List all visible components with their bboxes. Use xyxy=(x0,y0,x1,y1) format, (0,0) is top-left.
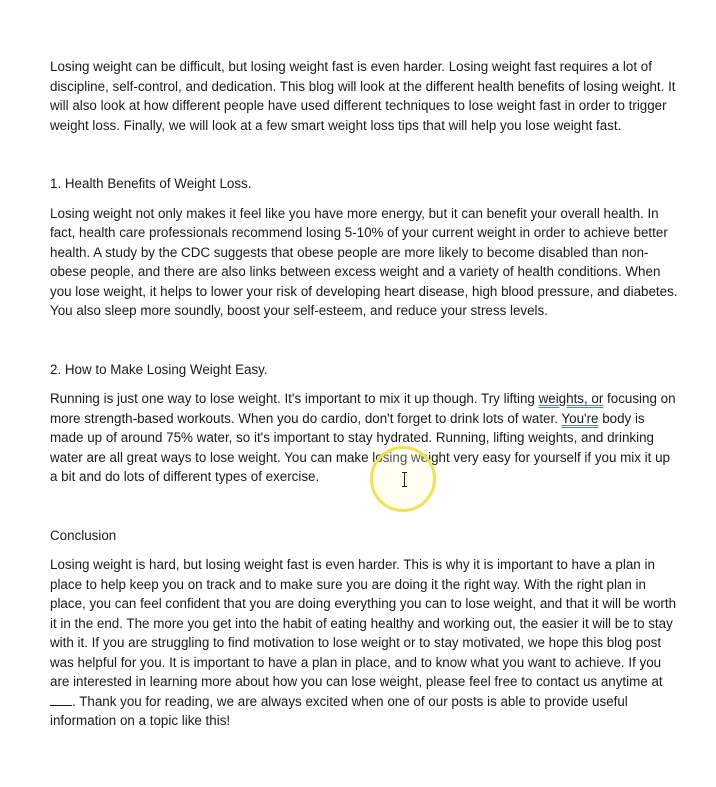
document-body[interactable] xyxy=(50,57,678,731)
grammar-flag-youre[interactable]: You're xyxy=(561,410,599,426)
section2-paragraph[interactable] xyxy=(50,389,678,487)
intro-paragraph[interactable]: Losing weight can be difficult, but losing weight fast is even harder. Losing weight fast requires a lot of discipline, self-control, and dedication. This blog will look at the different health benefits of losing weight. It will also look at how different people have used different techniques to lose weight fast in order to trigger weight loss. Finally, we will look at a few smart weight loss tips that will help you lose weight fast. xyxy=(50,59,676,133)
section2-text-3: body is made up of around 75% water, so it's important to stay hydrated. Running, lifting weights, and drinking water are all great ways to lose weight. You can make losing weight very easy for yourself if you mix it up a bit and do lots of different types of exercise. xyxy=(50,410,670,484)
section2-heading[interactable]: 2. How to Make Losing Weight Easy. xyxy=(50,361,268,377)
section2-text-1: Running is just one way to lose weight. It's important to mix it up though. Try lifting xyxy=(50,391,539,406)
section2-text-2: focusing on more strength-based workouts. When you do cardio, don't forget to drink lots of water. xyxy=(50,391,676,426)
contact-blank xyxy=(50,693,72,706)
text-cursor-icon xyxy=(401,472,408,487)
conclusion-text-2: . Thank you for reading, we are always excited when one of our posts is able to provide useful information on a topic like this! xyxy=(50,693,628,728)
conclusion-heading[interactable]: Conclusion xyxy=(50,527,117,543)
grammar-flag-weights-or[interactable]: weights, or xyxy=(538,391,604,406)
conclusion-paragraph[interactable] xyxy=(50,555,678,731)
section1-paragraph[interactable]: Losing weight not only makes it feel like you have more energy, but it can benefit your overall health. In fact, health care professionals recommend losing 5-10% of your current weight in order to achieve better health. A study by the CDC suggests that obese people are more likely to become disabled than non-obese people, and there are also links between excess weight and a variety of health conditions. When you lose weight, it helps to lower your risk of developing heart disease, high blood pressure, and diabetes. You also sleep more soundly, boost your self-esteem, and reduce your stress levels. xyxy=(50,205,678,318)
conclusion-text-1: Losing weight is hard, but losing weight fast is even harder. This is why it is important to have a plan in place to help keep you on track and to make sure you are doing it the right way. With the right plan in place, you can feel confident that you are doing everything you can to lose weight, and that it will be worth it in the end. The more you get into the habit of eating healthy and working out, the easier it will be to stay with it. If you are struggling to find motivation to lose weight or to stay motivated, we hope this blog post was helpful for you. It is important to have a plan in place, and to know what you want to achieve. If you are interested in learning more about how you can lose weight, please feel free to contact us anytime at xyxy=(50,557,677,689)
section1-heading[interactable]: 1. Health Benefits of Weight Loss. xyxy=(50,176,252,191)
